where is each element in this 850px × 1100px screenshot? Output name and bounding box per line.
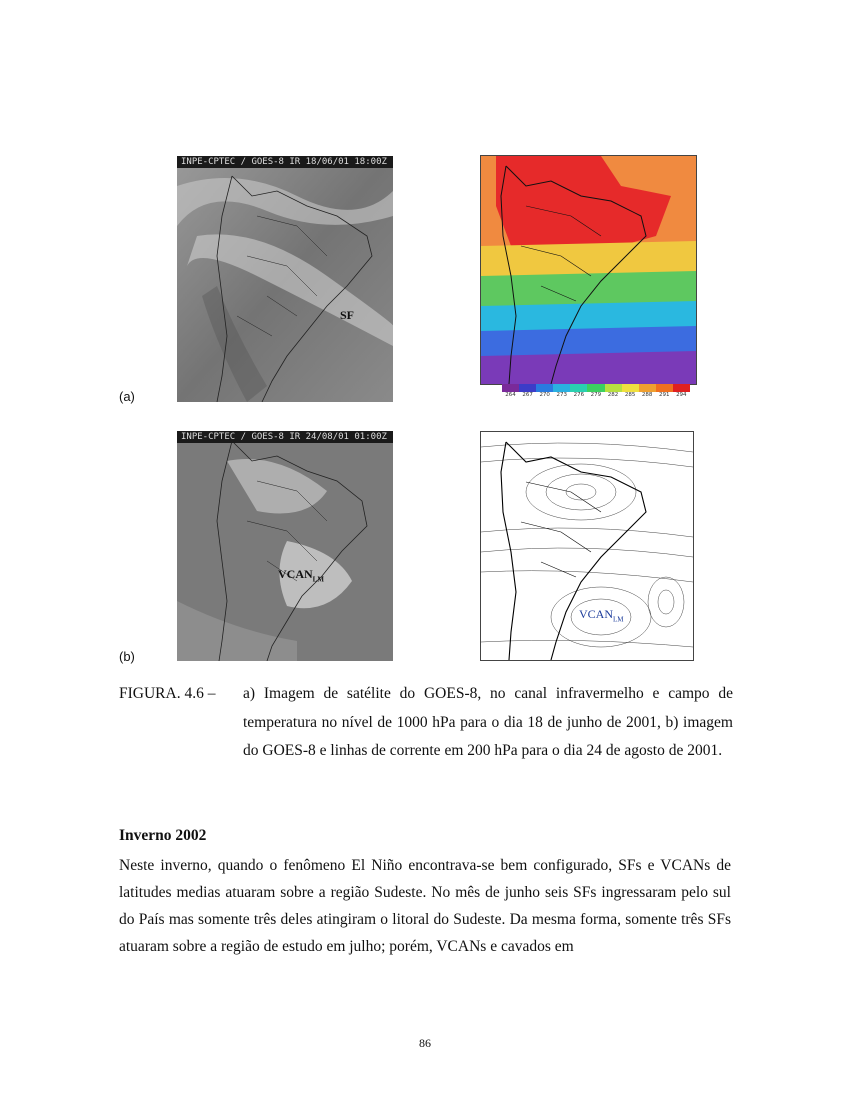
colorbar-swatch xyxy=(536,384,553,392)
panel-a-label: (a) xyxy=(119,389,135,404)
vcan-annotation-sub: LM xyxy=(312,575,324,584)
colorbar-swatch xyxy=(553,384,570,392)
colorbar-swatch xyxy=(622,384,639,392)
figure-caption-label: FIGURA. 4.6 – xyxy=(119,685,216,702)
colorbar-swatch xyxy=(519,384,536,392)
colorbar-label: 264 xyxy=(505,392,516,398)
colorbar-label: 282 xyxy=(607,392,619,398)
colorbar-label: 291 xyxy=(658,392,670,398)
figure-caption-text: a) Imagem de satélite do GOES-8, no canal infravermelho e campo de temperatura no nível de 1000 hPa para o dia 18 de junho de 2001, b) imagem do GOES-8 e linhas de corrente em 200 hPa para o dia 24 de agosto de 2001. xyxy=(243,685,733,759)
colorbar-label: 285 xyxy=(624,392,636,398)
colorbar-label: 276 xyxy=(573,392,585,398)
colorbar-swatch xyxy=(587,384,604,392)
vcan-annotation xyxy=(278,567,324,583)
stream-vcan-annotation xyxy=(579,607,624,623)
colorbar-label: 279 xyxy=(590,392,602,398)
temperature-field-map xyxy=(480,155,697,385)
colorbar-label: 288 xyxy=(641,392,653,398)
colorbar-label: 267 xyxy=(522,392,533,398)
colorbar-label: 273 xyxy=(556,392,568,398)
satellite-a-banner: INPE-CPTEC / GOES-8 IR 18/06/01 18:00Z xyxy=(177,156,393,168)
satellite-image-a xyxy=(177,156,393,402)
colorbar-swatch xyxy=(605,384,622,392)
section-paragraph: Neste inverno, quando o fenômeno El Niño encontrava-se bem configurado, SFs e VCANs de latitudes medias atuaram sobre a região Sudeste. No mês de junho seis SFs ingressaram pelo sul do País mas somente três deles atingiram o litoral do Sudeste. Da mesma forma, somente três SFs atuaram sobre a região de estudo em julho; porém, VCANs e cavados em xyxy=(119,857,731,955)
colorbar-label: 270 xyxy=(539,392,550,398)
satellite-b-banner: INPE-CPTEC / GOES-8 IR 24/08/01 01:00Z xyxy=(177,431,393,443)
page-number: 86 xyxy=(419,1036,431,1050)
colorbar-swatch xyxy=(673,384,690,392)
colorbar-swatch xyxy=(656,384,673,392)
colorbar-swatch xyxy=(502,384,519,392)
colorbar-labels xyxy=(502,392,690,398)
colorbar-label: 294 xyxy=(676,392,687,398)
satellite-image-b xyxy=(177,431,393,661)
vcan-annotation-text: VCAN xyxy=(278,567,313,581)
section-heading: Inverno 2002 xyxy=(119,827,207,844)
streamline-map xyxy=(480,431,694,661)
colorbar-swatch xyxy=(639,384,656,392)
panel-b-label: (b) xyxy=(119,649,135,664)
temperature-colorbar xyxy=(502,384,690,392)
sf-annotation: SF xyxy=(340,308,355,322)
colorbar-swatch xyxy=(570,384,587,392)
stream-vcan-sub: LM xyxy=(613,615,624,624)
stream-vcan-text: VCAN xyxy=(579,607,614,621)
